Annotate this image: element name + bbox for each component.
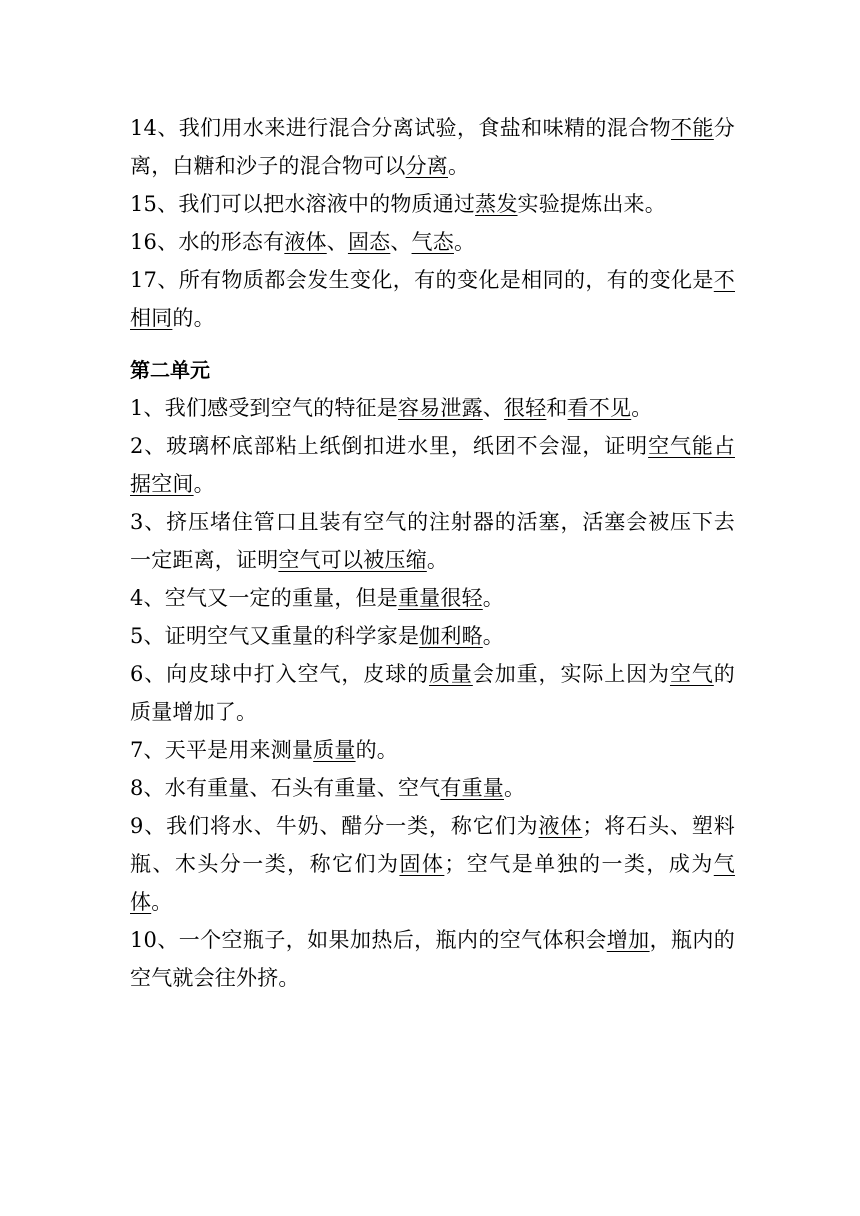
answer-blank: 液体	[284, 230, 327, 254]
answer-blank: 不能	[670, 116, 714, 140]
item-text: 4、空气又一定的重量，但是	[130, 586, 398, 610]
answer-blank: 空气可以被压缩	[278, 548, 427, 572]
item-text: 的。	[355, 738, 398, 762]
item-text: 2、玻璃杯底部粘上纸倒扣进水里，纸团不会湿，证明	[130, 434, 649, 458]
item-14	[130, 109, 735, 185]
item-text: 16、水的形态有	[130, 230, 285, 254]
item-15	[130, 185, 735, 223]
item-text: 1、我们感受到空气的特征是	[130, 396, 398, 420]
answer-blank: 质量	[313, 738, 356, 762]
answer-blank: 空气能占据空间	[130, 434, 735, 496]
answer-blank: 蒸发	[475, 192, 518, 216]
item-3	[130, 503, 735, 579]
item-text: 分离，白糖和沙子的混合物可以	[130, 116, 735, 178]
section-gap	[130, 337, 735, 351]
item-text: 。	[631, 396, 653, 420]
item-text: 的质量增加了。	[130, 662, 735, 724]
section-title: 第二单元	[130, 358, 210, 382]
item-text: 。	[503, 776, 526, 800]
item-text: ；空气是单独的一类，成为	[444, 852, 714, 876]
answer-blank: 很轻	[503, 396, 547, 420]
item-text: 5、证明空气又重量的科学家是	[130, 624, 420, 648]
answer-blank: 看不见	[567, 396, 632, 420]
section-1-items	[130, 109, 735, 337]
answer-blank: 固体	[399, 852, 445, 876]
answer-blank: 气态	[411, 230, 454, 254]
answer-blank: 增加	[606, 928, 650, 952]
section-2	[130, 351, 735, 997]
answer-blank: 质量	[429, 662, 473, 686]
item-8	[130, 769, 735, 807]
item-6	[130, 655, 735, 731]
item-text: 。	[482, 586, 504, 610]
item-text: 。	[426, 548, 449, 572]
item-text: 15、我们可以把水溶液中的物质通过	[130, 192, 476, 216]
item-text: 。	[193, 472, 215, 496]
answer-blank: 重量很轻	[397, 586, 483, 610]
item-text: 。	[453, 230, 476, 254]
item-text: 、	[326, 230, 348, 254]
answer-blank: 容易泄露	[397, 396, 483, 420]
item-text: 。	[448, 154, 470, 178]
item-text: 实验提炼出来。	[517, 192, 666, 216]
item-text: 和	[546, 396, 568, 420]
item-text: 17、所有物质都会发生变化，有的变化是相同的，有的变化是	[130, 268, 714, 292]
item-text: 、	[390, 230, 412, 254]
item-text: 6、向皮球中打入空气，皮球的	[130, 662, 430, 686]
answer-blank: 不相同	[130, 268, 735, 330]
item-10	[130, 921, 735, 997]
answer-blank: 气体	[130, 852, 735, 914]
answer-blank: 分离	[405, 154, 449, 178]
answer-blank: 伽利略	[419, 624, 483, 648]
answer-blank: 有重量	[440, 776, 504, 800]
item-text: 会加重，实际上因为	[472, 662, 670, 686]
document-page	[130, 109, 735, 997]
item-text: 14、我们用水来进行混合分离试验，食盐和味精的混合物	[130, 116, 671, 140]
item-2	[130, 427, 735, 503]
answer-blank: 空气	[669, 662, 714, 686]
item-text: 8、水有重量、石头有重量、空气	[130, 776, 441, 800]
answer-blank: 液体	[538, 814, 583, 838]
item-4	[130, 579, 735, 617]
item-text: 、	[482, 396, 504, 420]
item-text: 。	[482, 624, 504, 648]
item-16	[130, 223, 735, 261]
item-text: ；将石头、塑料瓶、木头分一类，称它们为	[130, 814, 735, 876]
answer-blank: 固态	[347, 230, 391, 254]
item-text: 。	[151, 890, 173, 914]
item-7	[130, 731, 735, 769]
item-text: 10、一个空瓶子，如果加热后，瓶内的空气体积会	[130, 928, 607, 952]
item-text: 的。	[172, 306, 215, 330]
item-9	[130, 807, 735, 921]
item-text: ，瓶内的空气就会往外挤。	[130, 928, 735, 990]
item-1	[130, 389, 735, 427]
item-text: 7、天平是用来测量	[130, 738, 314, 762]
item-text: 9、我们将水、牛奶、醋分一类，称它们为	[130, 814, 539, 838]
item-17	[130, 261, 735, 337]
item-text: 3、挤压堵住管口且装有空气的注射器的活塞，活塞会被压下去一定距离，证明	[130, 510, 735, 572]
item-5	[130, 617, 735, 655]
